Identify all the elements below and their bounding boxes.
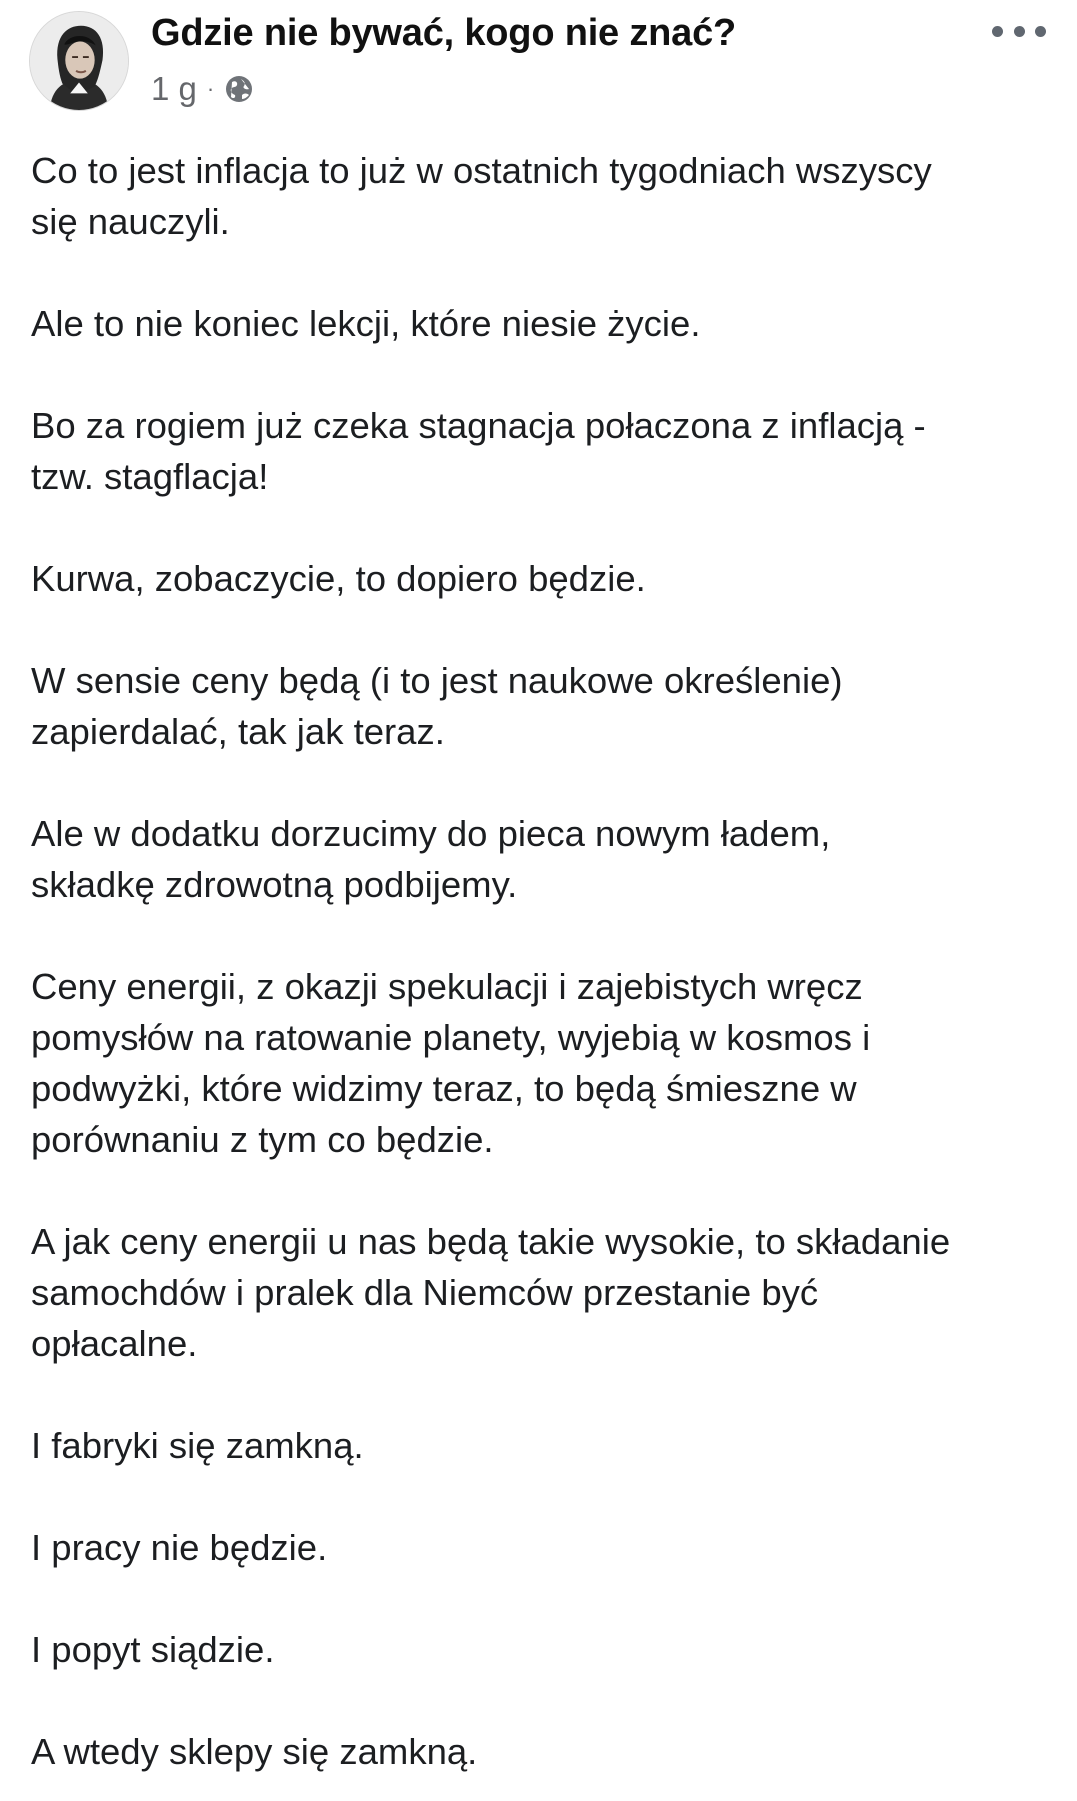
paragraph-11: I popyt siądzie. [31, 1629, 275, 1670]
paragraph-10: I pracy nie będzie. [31, 1527, 328, 1568]
more-dot [1035, 26, 1046, 37]
meta-separator: · [206, 76, 215, 101]
paragraph-9: I fabryki się zamkną. [31, 1425, 364, 1466]
more-dot [1014, 26, 1025, 37]
post-time[interactable]: 1 g [151, 70, 197, 107]
more-dot [992, 26, 1003, 37]
globe-icon [224, 74, 254, 104]
paragraph-7: Ceny energii, z okazji spekulacji i zajebistych wręcz pomysłów na ratowanie planety, wyjebią w kosmos i podwyżki, które widzimy teraz, to będą śmieszne w porównaniu z tym co będzie. [31, 966, 871, 1160]
paragraph-6: Ale w dodatku dorzucimy do pieca nowym ładem, składkę zdrowotną podbijemy. [31, 813, 831, 905]
paragraph-2: Ale to nie koniec lekcji, które niesie życie. [31, 303, 701, 344]
post-header [0, 0, 1077, 125]
paragraph-3: Bo za rogiem już czeka stagnacja połaczona z inflacją - tzw. stagflacja! [31, 405, 926, 497]
avatar[interactable] [29, 11, 129, 111]
profile-photo-icon [30, 12, 128, 110]
post-author[interactable]: Gdzie nie bywać, kogo nie znać? [151, 12, 737, 54]
paragraph-5: W sensie ceny będą (i to jest naukowe określenie) zapierdalać, tak jak teraz. [31, 660, 843, 752]
paragraph-1: Co to jest inflacja to już w ostatnich tygodniach wszyscy się nauczyli. [31, 150, 932, 242]
more-options-button[interactable] [992, 14, 1046, 48]
post-body [31, 145, 1061, 1777]
post-meta [151, 67, 254, 111]
paragraph-4: Kurwa, zobaczycie, to dopiero będzie. [31, 558, 646, 599]
paragraph-8: A jak ceny energii u nas będą takie wysokie, to składanie samochdów i pralek dla Niemców przestanie być opłacalne. [31, 1221, 951, 1364]
paragraph-12: A wtedy sklepy się zamkną. [31, 1731, 478, 1772]
